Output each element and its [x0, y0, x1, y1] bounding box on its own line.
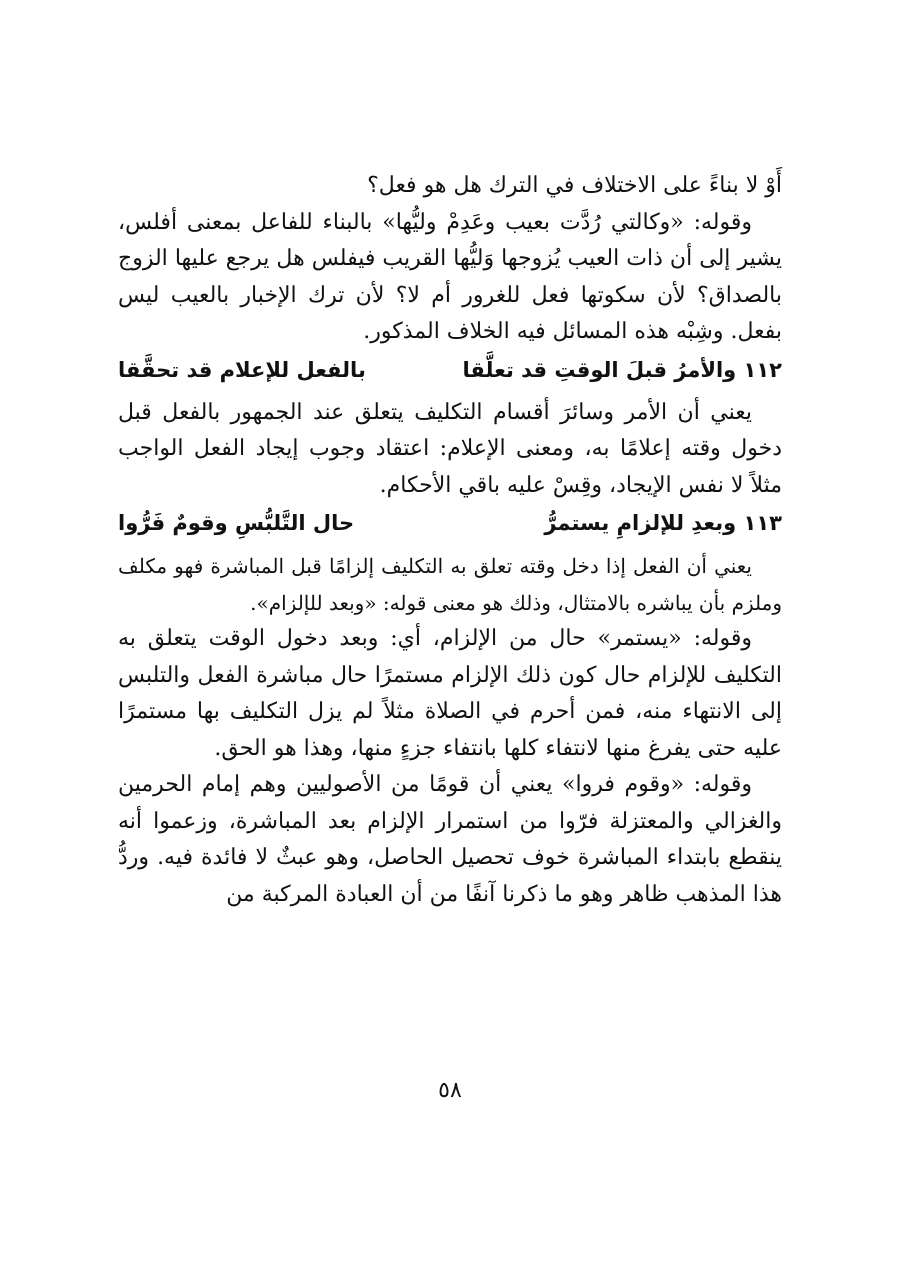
page-body: [118, 168, 782, 913]
verse-113-second-hemistich: حال التَّلبُّسِ وقومٌ فَرُّوا: [118, 511, 355, 535]
paragraph-commentary-4: وقوله: «يستمر» حال من الإلزام، أي: وبعد دخول الوقت يتعلق به التكليف للإلزام حال كون ذلك الإلزام مستمرًا حال مباشرة الفعل والتلبس إلى الانتهاء منه، فمن أحرم في الصلاة مثلاً لم يزل التكليف بها مستمرًا عليه حتى يفرغ منها لانتفاء كلها بانتفاء جزءٍ منها، وهذا هو الحق.: [118, 626, 782, 761]
verse-113-first-hemistich: ١١٣ وبعدِ للإلزامِ يستمرُّ: [544, 511, 782, 535]
verse-113: [118, 504, 782, 548]
paragraph-commentary-2: يعني أن الأمر وسائرَ أقسام التكليف يتعلق عند الجمهور بالفعل قبل دخول وقته إعلامًا به، ومعنى الإعلام: اعتقاد وجوب إيجاد الفعل الواجب مثلاً لا نفس الإيجاد، وقِسْ عليه باقي الأحكام.: [118, 399, 782, 498]
verse-112-first-hemistich: ١١٢ والأمرُ قبلَ الوقتِ قد تعلَّقا: [462, 357, 782, 382]
paragraph-continuation: أَوْ لا بناءً على الاختلاف في الترك هل هو فعل؟: [367, 173, 782, 198]
verse-112: [118, 351, 782, 395]
verse-112-second-hemistich: بالفعل للإعلام قد تحقَّقا: [118, 357, 366, 382]
paragraph-commentary-1: وقوله: «وكالتي رُدَّت بعيب وعَدِمْ وليُّها» بالبناء للفاعل بمعنى أفلس، يشير إلى أن ذات العيب يُزوجها وَليُّها القريب فيفلس هل يرجع عليها الزوج بالصداق؟ لأن سكوتها فعل للغرور أم لا؟ لأن ترك الإخبار بالعيب ليس بفعل. وشِبْه هذه المسائل فيه الخلاف المذكور.: [118, 209, 782, 344]
page-number: ٥٨: [438, 1078, 462, 1103]
paragraph-commentary-5: وقوله: «وقوم فروا» يعني أن قومًا من الأصوليين وهم إمام الحرمين والغزالي والمعتزلة فرّوا من استمرار الإلزام بعد المباشرة، وزعموا أنه ينقطع بابتداء المباشرة خوف تحصيل الحاصل، وهو عبثٌ لا فائدة فيه. وردُّ هذا المذهب ظاهر وهو ما ذكرنا آنفًا من أن العبادة المركبة من: [118, 772, 782, 907]
paragraph-commentary-3: يعني أن الفعل إذا دخل وقته تعلق به التكليف إلزامًا قبل المباشرة فهو مكلف وملزم بأن يباشره بالامتثال، وذلك هو معنى قوله: «وبعد للإلزام».: [118, 554, 782, 615]
